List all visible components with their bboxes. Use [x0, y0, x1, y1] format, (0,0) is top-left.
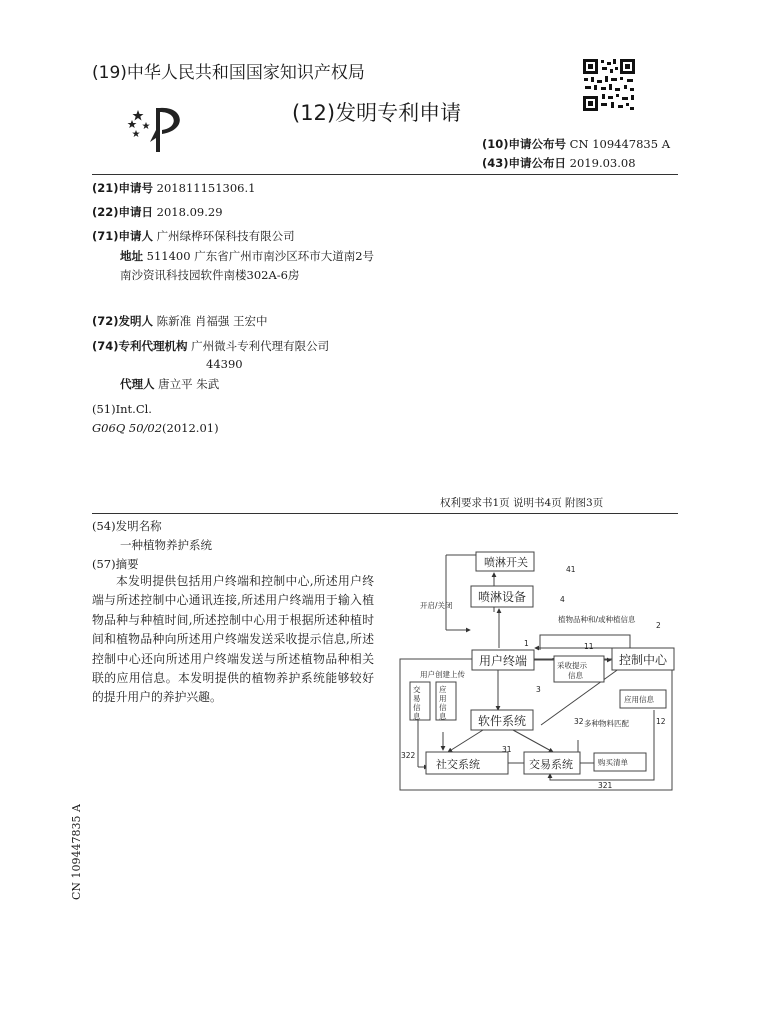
diagram-control-center: 控制中心	[619, 653, 668, 667]
invention-title-label: (54)发明名称	[92, 519, 162, 533]
publication-number-label: (10)申请公布号	[482, 137, 567, 151]
ipc-classification	[92, 421, 219, 435]
publication-number	[482, 136, 670, 152]
applicant-label: (71)申请人	[92, 229, 154, 243]
label-31: 31	[502, 745, 512, 754]
label-41: 41	[566, 565, 576, 574]
label-11: 11	[584, 642, 594, 651]
page-count-info: 权利要求书1页 说明书4页 附图3页	[440, 497, 604, 509]
inventors-value: 陈新准 肖福强 王宏中	[156, 314, 268, 328]
application-number	[92, 180, 255, 196]
diagram-trade-info-v: 交易信息	[413, 685, 421, 721]
publication-date-value: 2019.03.08	[569, 156, 636, 170]
diagram-app-info: 应用信息	[624, 695, 654, 704]
cnipa-emblem-icon	[126, 100, 190, 154]
diagram-app-info-v: 应用信息	[439, 685, 447, 721]
diagram-user-upload: 用户创建上传	[420, 670, 465, 679]
invention-title: 一种植物养护系统	[120, 538, 212, 552]
label-3: 3	[536, 685, 541, 694]
inventors-label: (72)发明人	[92, 314, 154, 328]
diagram-software-system: 软件系统	[478, 714, 527, 728]
abstract-label: (57)摘要	[92, 557, 139, 571]
document-type: (12)发明专利申请	[292, 101, 462, 125]
address-value: 511400 广东省广州市南沙区环市大道南2号南沙资讯科技园软件南楼302A-6房	[120, 249, 375, 282]
patent-agency-code: 44390	[206, 357, 243, 371]
diagram-on-off: 开启/关闭	[420, 601, 453, 610]
diagram-spray-switch: 喷淋开关	[484, 556, 528, 569]
abstract-text: 本发明提供包括用户终端和控制中心,所述用户终端与所述控制中心通讯连接,所述用户终端用于输入植物品种与种植时间,所述控制中心用于根据所述种植时间和植物品种向所述用户终端发送采收提示信息,所述控制中心还向所述用户终端发送与所述植物品种相关联的应用信息。本发明提供的植物养护系统能够较好的提升用户的养护兴趣。	[92, 574, 374, 705]
diagram-plant-info: 植物品种和/或种植信息	[558, 615, 636, 624]
address	[120, 247, 380, 285]
diagram-harvest-info: 采收提示 信息	[557, 661, 587, 680]
ipc-version: (2012.01)	[162, 421, 219, 435]
label-321: 321	[598, 781, 613, 790]
diagram-spray-device: 喷淋设备	[478, 590, 527, 604]
patent-agency-value: 广州微斗专利代理有限公司	[191, 339, 330, 353]
diagram-multi-match: 多种物料匹配	[584, 719, 629, 728]
ipc-label: (51)Int.Cl.	[92, 402, 152, 416]
label-32: 32	[574, 717, 584, 726]
label-4: 4	[560, 595, 565, 604]
label-12: 12	[656, 717, 666, 726]
application-date	[92, 204, 223, 220]
diagram-social-system: 社交系统	[436, 758, 480, 771]
application-date-label: (22)申请日	[92, 205, 154, 219]
label-1: 1	[524, 639, 529, 648]
application-number-value: 201811151306.1	[156, 181, 256, 195]
diagram-trade-system: 交易系统	[529, 758, 573, 771]
title-divider	[92, 513, 678, 514]
label-322: 322	[401, 751, 416, 760]
side-publication-number: CN 109447835 A	[70, 804, 83, 900]
publication-number-value: CN 109447835 A	[569, 137, 670, 151]
office-name: (19)中华人民共和国国家知识产权局	[92, 63, 365, 83]
application-date-value: 2018.09.29	[156, 205, 223, 219]
header-divider	[92, 174, 678, 175]
applicant-value: 广州绿桦环保科技有限公司	[156, 229, 295, 243]
system-diagram	[398, 550, 688, 798]
publication-date-label: (43)申请公布日	[482, 156, 567, 170]
agents-label: 代理人	[120, 377, 155, 391]
agents-value: 唐立平 朱武	[158, 377, 220, 391]
label-2: 2	[656, 621, 661, 630]
diagram-user-terminal: 用户终端	[479, 654, 528, 668]
ipc-value: G06Q 50/02	[92, 421, 163, 435]
qr-code-icon	[582, 58, 636, 112]
address-label: 地址	[120, 249, 143, 263]
application-number-label: (21)申请号	[92, 181, 154, 195]
diagram-purchase-list: 购买清单	[598, 758, 628, 767]
patent-agency-label: (74)专利代理机构	[92, 339, 188, 353]
publication-date	[482, 155, 636, 171]
inventors	[92, 313, 267, 329]
agents	[120, 376, 219, 392]
applicant	[92, 228, 295, 244]
patent-agency	[92, 338, 329, 354]
